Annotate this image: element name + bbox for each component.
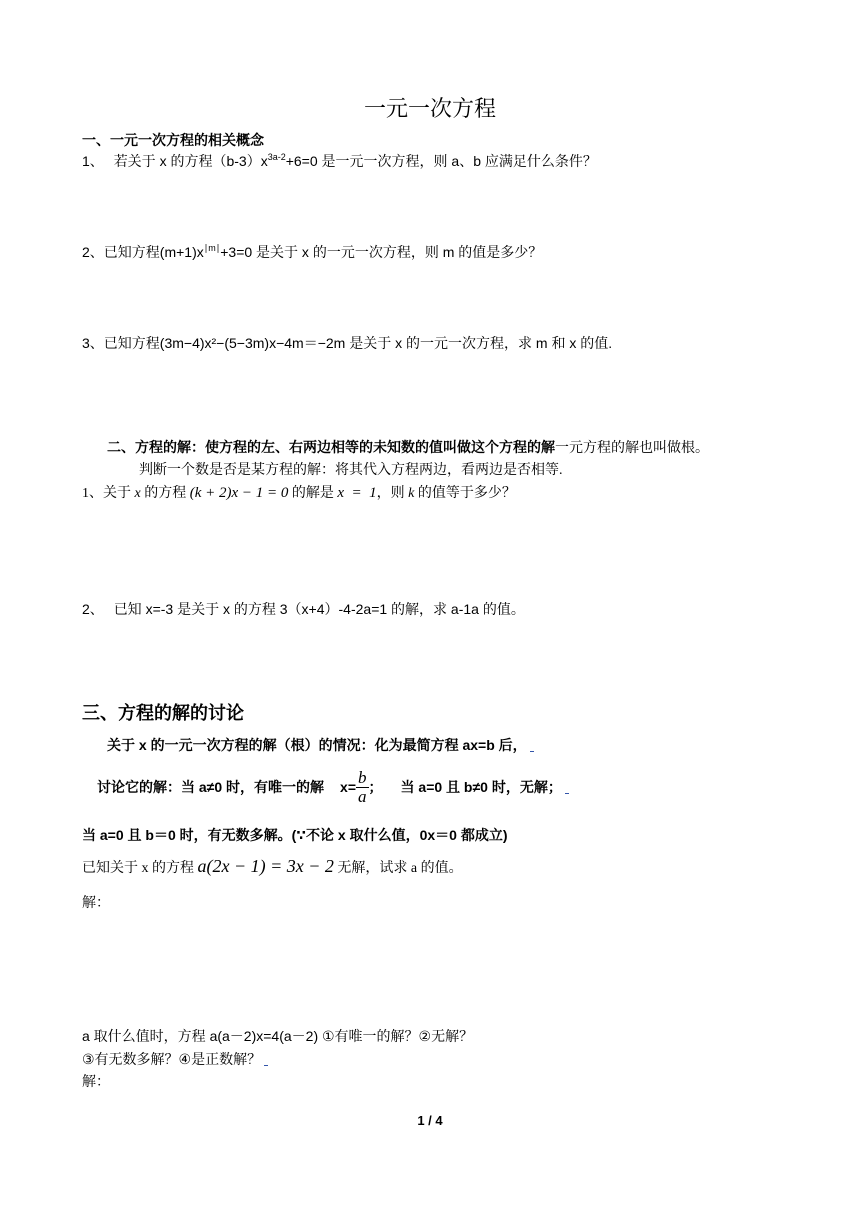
underline-blank	[530, 739, 534, 752]
section-3-intro	[107, 735, 534, 755]
page-title: 一元一次方程	[363, 96, 496, 121]
exponent: 3a-2	[267, 152, 286, 162]
fraction-b-over-a	[356, 769, 369, 806]
section-3-question-2-line-1: a 取什么值时，方程 a(a－2)x=4(a－2) ①有唯一的解？②无解？	[82, 1028, 474, 1044]
question-text: ③有无数多解？④是正数解？	[82, 1051, 262, 1067]
section-1-question-3: 3、已知方程(3m−4)x²−(5−3m)x−4m＝−2m 是关于 x 的一元一次方程，求 m 和 x 的值.	[82, 335, 613, 351]
discussion-text: 讨论它的解：当 a≠0 时，有唯一的解	[97, 779, 325, 795]
answer-label: 解：	[82, 896, 110, 911]
question-text-mid: 的解是	[288, 486, 338, 501]
question-text-pre: 1、关于	[82, 486, 135, 501]
answer-label: 解：	[82, 1075, 110, 1090]
page-number: 1 / 4	[417, 1113, 443, 1128]
semicolon: ；	[368, 779, 383, 795]
section-3-question-1	[82, 856, 463, 877]
variable-k: k	[408, 486, 415, 501]
section-2-heading	[107, 437, 709, 457]
question-text-mid: 的方程	[140, 486, 190, 501]
question-number: 2、	[82, 601, 104, 617]
section-3-infinite-case: 当 a=0 且 b＝0 时，有无数多解。(∵不论 x 取什么值，0x＝0 都成立)	[82, 827, 508, 843]
fraction-denominator: a	[358, 786, 367, 806]
section-1-question-2	[82, 242, 542, 262]
underline-blank	[565, 781, 569, 794]
question-text-pre: 已知关于 x 的方程	[82, 861, 198, 876]
solution: x = 1	[337, 485, 377, 501]
section-3-heading: 三、方程的解的讨论	[82, 703, 244, 723]
question-text-post: 的值等于多少？	[414, 486, 516, 501]
section-2-heading-rest: 一元方程的解也叫做根。	[555, 439, 709, 455]
case-no-solution: 当 a=0 且 b≠0 时，无解；	[400, 779, 562, 795]
equation: (k + 2)x − 1 = 0	[189, 485, 289, 501]
question-number: 1、	[82, 153, 104, 169]
x-equals: x=	[340, 779, 357, 795]
section-1-heading: 一、一元一次方程的相关概念	[82, 132, 264, 148]
section-2-question-2	[82, 599, 525, 619]
fraction-numerator: b	[358, 767, 367, 787]
section-1-question-1	[82, 151, 597, 171]
exponent: ∣m∣	[203, 243, 221, 253]
variable-x: x	[134, 486, 141, 501]
question-text-post: +6=0 是一元一次方程，则 a、b 应满足什么条件？	[285, 153, 597, 169]
section-3-discussion	[97, 765, 569, 809]
question-text-post: 无解，试求 a 的值。	[333, 861, 463, 876]
equation: a(2x − 1) = 3x − 2	[197, 856, 334, 876]
question-text-pre: 若关于 x 的方程（b-3）x	[113, 153, 268, 169]
question-text-mid: ，则	[376, 486, 409, 501]
section-2-judge-text: 判断一个数是否是某方程的解：将其代入方程两边，看两边是否相等.	[139, 463, 563, 478]
question-text-pre: 2、已知方程(m+1)x	[82, 244, 204, 260]
intro-text: 关于 x 的一元一次方程的解（根）的情况：化为最简方程 ax=b 后，	[107, 737, 527, 753]
question-text: 已知 x=-3 是关于 x 的方程 3（x+4）-4-2a=1 的解，求 a-1a 的值。	[113, 601, 525, 617]
section-2-question-1	[82, 482, 516, 502]
section-2-heading-bold: 二、方程的解：使方程的左、右两边相等的未知数的值叫做这个方程的解	[107, 439, 555, 455]
question-text-post: +3=0 是关于 x 的一元一次方程，则 m 的值是多少？	[220, 244, 543, 260]
underline-blank	[264, 1053, 268, 1066]
section-3-question-2-line-2	[82, 1049, 268, 1069]
